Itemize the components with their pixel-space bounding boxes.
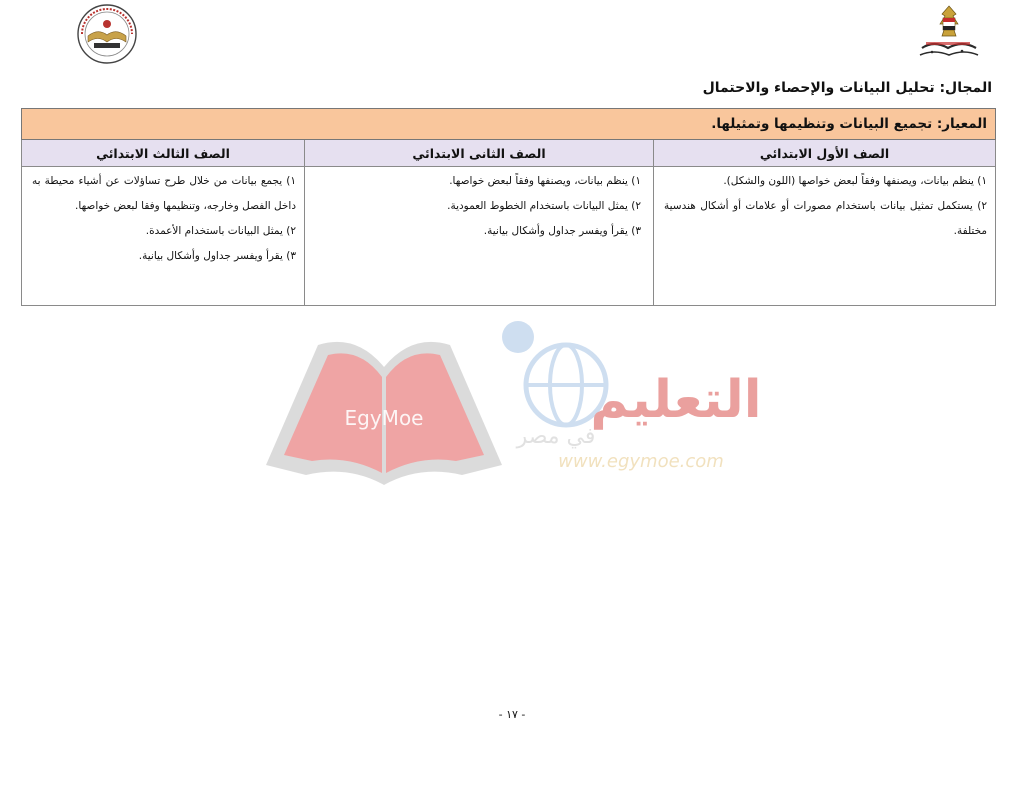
page-number: - ١٧ -	[498, 708, 526, 721]
grade-1-cell	[654, 167, 996, 306]
list-item: ١) ينظم بيانات، ويصنفها وفقاً لبعض خواصها (اللون والشكل).	[723, 175, 987, 187]
standard-label: المعيار: تجميع البيانات وتنظيمها وتمثيلها.	[22, 109, 996, 140]
list-item: ١) يجمع بيانات من خلال طرح تساؤلات عن أشياء محيطة به داخل الفصل وخارجه، وتنظيمها وفقا لبعض خواصها.	[32, 175, 296, 212]
watermark-brand: EgyMoe	[344, 406, 424, 430]
standard-row	[22, 109, 996, 140]
watermark-url: www.egymoe.com	[558, 451, 724, 472]
grade-3-header: الصف الثالث الابتدائي	[22, 140, 305, 167]
grade-1-header: الصف الأول الابتدائي	[654, 140, 996, 167]
grade-header-row	[22, 140, 996, 167]
watermark-arabic-sub: في مصر	[516, 424, 596, 449]
standards-table	[21, 108, 996, 306]
list-item: ٢) يستكمل تمثيل بيانات باستخدام مصورات أو علامات أو أشكال هندسية مختلفة.	[664, 200, 987, 237]
grade-2-cell	[305, 167, 654, 306]
grade-2-header: الصف الثانى الابتدائي	[305, 140, 654, 167]
ministry-logo	[912, 2, 986, 64]
list-item: ٣) يقرأ ويفسر جداول وأشكال بيانية.	[138, 250, 296, 262]
grade-3-cell	[22, 167, 305, 306]
watermark	[256, 305, 766, 490]
list-item: ٢) يمثل البيانات باستخدام الأعمدة.	[145, 225, 296, 237]
watermark-arabic: التعليم	[590, 370, 762, 430]
domain-title: المجال: تحليل البيانات والإحصاء والاحتمال	[702, 80, 992, 96]
grade-content-row	[22, 167, 996, 306]
list-item: ٣) يقرأ ويفسر جداول وأشكال بيانية.	[483, 225, 641, 237]
institution-logo	[74, 2, 140, 66]
list-item: ٢) يمثل البيانات باستخدام الخطوط العمودية.	[447, 200, 641, 212]
list-item: ١) ينظم بيانات، ويصنفها وفقاً لبعض خواصها.	[449, 175, 641, 187]
